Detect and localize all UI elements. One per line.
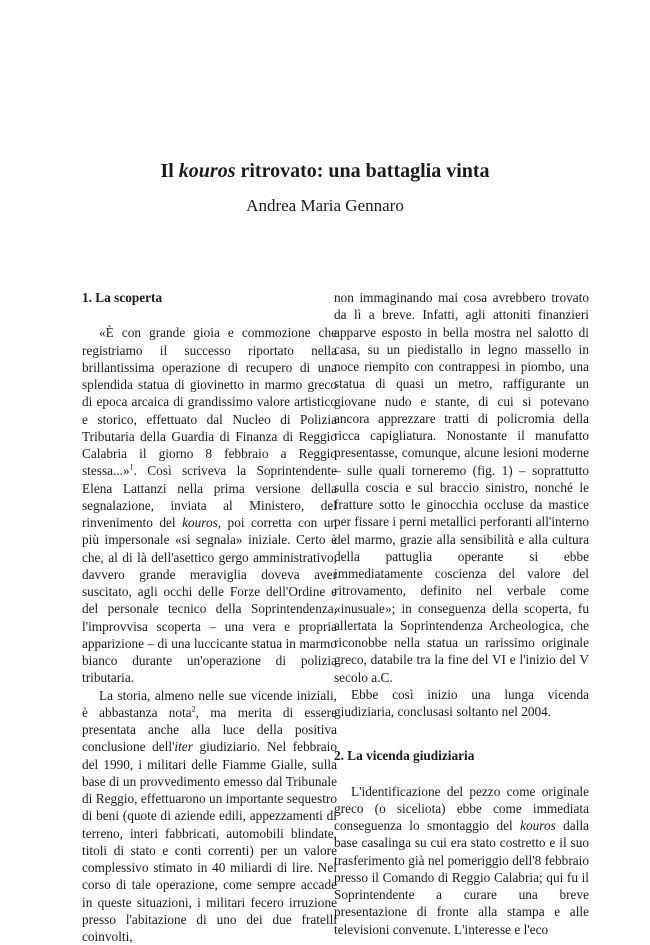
- italic-term: kouros: [182, 515, 218, 530]
- footnote-ref[interactable]: 2: [192, 704, 196, 713]
- right-column: [334, 289, 589, 938]
- text-run: dalla base casalinga su cui era stato costretto e il suo trasferimento già nel pomeriggio dell'8 febbraio presso il Comando di Reggio Calabria; qui fu il Soprintendente a curare una breve presentazione di fronte alla stampa e alle televisioni convenute. L'interesse e l'eco: [334, 818, 589, 937]
- text-run: «È con grande gioia e commozione che registriamo il successo riportato nella brillantissima operazione di recupero di una splendida statua di giovinetto in marmo greco di epoca arcaica di grandissimo valore artistico e storico, effettuato dal Nucleo di Polizia Tributaria della Guardia di Finanza di Reggio Calabria il giorno 8 febbraio a Reggio stessa...»: [82, 325, 337, 478]
- text-run: . Così scriveva la Soprintendente Elena Lattanzi nella prima versione della segnalazione, inviata al Ministero, del rinvenimento del: [82, 463, 337, 530]
- section-heading: 2. La vicenda giudiziaria: [334, 747, 589, 764]
- text-run: , ma merita di essere presentata anche alla luce della positiva conclusione dell': [82, 705, 337, 755]
- left-column: [82, 289, 337, 945]
- paragraph-continued: non immaginando mai cosa avrebbero trovato da lì a breve. Infatti, agli attoniti finanzieri apparve esposto in bella mostra nel salotto di casa, su un piedistallo in legno massello in noce riempito con contrappesi in piombo, una statua di quasi un metro, raffigurante un giovane nudo e stante, di cui si potevano ancora apprezzare tratti di policromia della ricca capigliatura. Nonostante il manufatto presentasse, comunque, alcune lesioni moderne – sulle quali torneremo (fig. 1) – soprattutto sulla coscia e sul braccio sinistro, nonché le fratture sotto le ginocchia occluse da mastice per fissare i perni metallici perforanti all'interno del marmo, grazie alla sensibilità e alla cultura della pattuglia operante si ebbe immediatamente coscienza del valore del ritrovamento, definito nel verbale come «inusuale»; in conseguenza della scoperta, fu allertata la Soprintendenza Archeologica, che riconobbe nella statua un rarissimo originale greco, databile tra la fine del VI e l'inizio del V secolo a.C.: [334, 289, 589, 686]
- paragraph: [334, 783, 589, 938]
- italic-term: kouros: [520, 818, 556, 833]
- section-heading: 1. La scoperta: [82, 289, 337, 306]
- title-part: ritrovato: una battaglia vinta: [235, 160, 489, 182]
- title-part: Il: [160, 160, 178, 182]
- article-title: [0, 160, 650, 183]
- article-author: Andrea Maria Gennaro: [0, 196, 650, 216]
- text-run: L'identificazione del pezzo come originale greco (o siceliota) ebbe come immediata conseguenza lo smontaggio del: [334, 784, 589, 834]
- italic-term: iter: [174, 739, 192, 754]
- title-italic: kouros: [179, 160, 236, 182]
- paragraph: Ebbe così inizio una lunga vicenda giudiziaria, conclusasi soltanto nel 2004.: [334, 686, 589, 721]
- footnote-ref[interactable]: 1: [130, 463, 134, 472]
- paragraph: [82, 687, 337, 945]
- text-run: La storia, almeno nelle sue vicende iniziali, è abbastanza nota: [82, 688, 337, 720]
- text-run: , poi corretta con un più impersonale «si segnala» iniziale. Certo è che, al di là dell'asettico gergo amministrativo, davvero grande meraviglia doveva aver suscitato, agli occhi delle Forze dell'Ordine e del personale tecnico della Soprintendenza, l'improvvisa scoperta – una vera e propria apparizione – di una luccicante statua in marmo bianco durante un'operazione di polizia tributaria.: [82, 515, 337, 685]
- text-run: giudiziario. Nel febbraio del 1990, i militari delle Fiamme Gialle, sulla base di un provvedimento emesso dal Tribunale di Reggio, effettuarono un importante sequestro di beni (quote di aziende edili, appezzamenti di terreno, interi fabbricati, automobili blindate, titoli di stato e conti correnti) per un valore complessivo stimato in 40 miliardi di lire. Nel corso di tale operazione, come sempre accade in queste situazioni, i militari fecero irruzione presso l'abitazione di uno dei due fratelli coinvolti,: [82, 739, 337, 944]
- paragraph: [82, 324, 337, 686]
